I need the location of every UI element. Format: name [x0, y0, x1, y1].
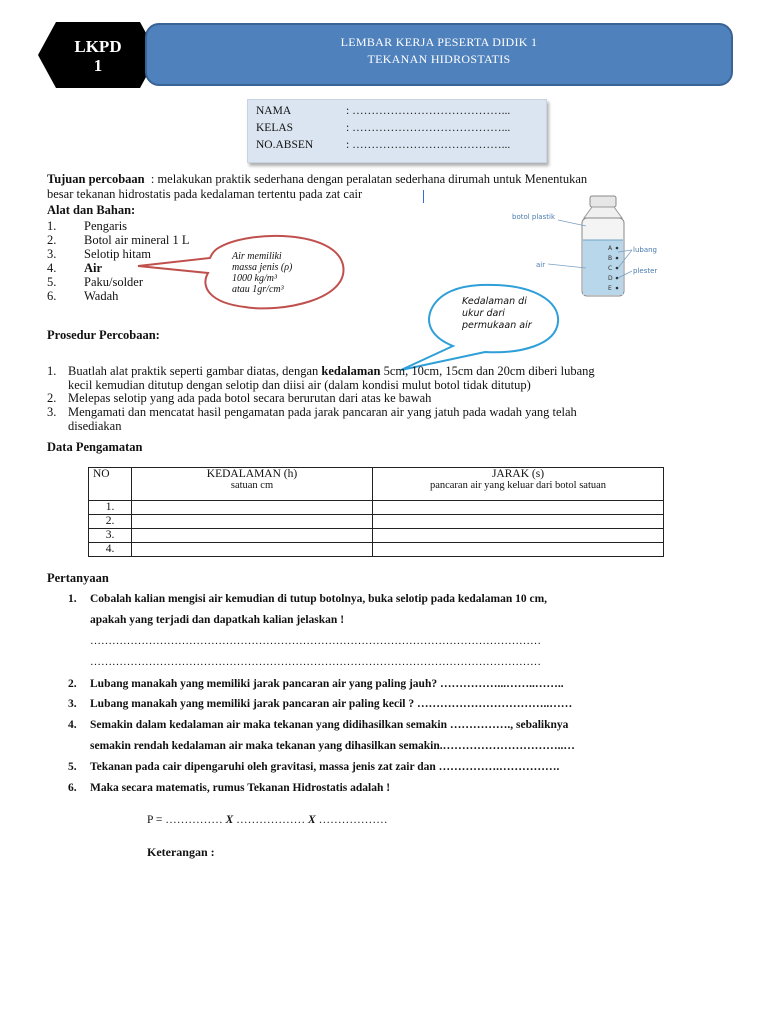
- prosedur-step: 2. Melepas selotip yang ada pada botol secara berurutan dari atas ke bawah: [47, 391, 432, 405]
- table-row: 3.: [89, 529, 664, 543]
- formula: P = …………… X ……………… X ………………: [147, 814, 388, 826]
- jarak-cell[interactable]: [373, 529, 664, 543]
- hole-letter: B: [608, 255, 613, 262]
- callout-air-l1: Air memiliki: [232, 251, 282, 262]
- col-jarak-title: JARAK (s): [491, 468, 545, 480]
- jarak-cell[interactable]: [373, 501, 664, 515]
- col-kedalaman-header: [132, 468, 373, 501]
- tujuan-line2: besar tekanan hidrostatis pada kedalaman tertentu pada zat cair: [47, 187, 363, 201]
- lkpd-badge-text: [58, 37, 138, 75]
- data-heading: Data Pengamatan: [47, 440, 143, 454]
- answer-line[interactable]: ……………………………………………………………………………………………………………: [90, 635, 541, 647]
- title-line2: TEKANAN HIDROSTATIS: [367, 52, 511, 66]
- table-header-row: [89, 468, 664, 501]
- identity-row-nama[interactable]: [256, 105, 510, 117]
- alat-heading: Alat dan Bahan:: [47, 203, 136, 217]
- identity-label: KELAS: [256, 122, 294, 134]
- callout-kedalaman-text: [462, 296, 532, 332]
- kedalaman-cell[interactable]: [132, 501, 373, 515]
- prosedur-step-cont: disediakan: [68, 419, 122, 433]
- callout-air-text: [232, 251, 292, 295]
- jarak-cell[interactable]: [373, 543, 664, 557]
- badge-line1: LKPD: [74, 37, 122, 56]
- hole-letter: E: [608, 285, 612, 292]
- identity-box: [247, 99, 547, 163]
- jarak-cell[interactable]: [373, 515, 664, 529]
- col-kedalaman-sub: satuan cm: [230, 480, 274, 491]
- identity-row-noabsen[interactable]: [256, 139, 510, 151]
- callout-air-l4: atau 1gr/cm³: [232, 284, 284, 295]
- callout-air-l3: 1000 kg/m³: [232, 273, 277, 284]
- kedalaman-cell[interactable]: [132, 529, 373, 543]
- callout-kedalaman-l1: Kedalaman di: [462, 296, 527, 307]
- figure-label-lubang: lubang: [633, 246, 657, 254]
- col-jarak-sub: pancaran air yang keluar dari botol satuan: [429, 480, 607, 491]
- table-row: 4.: [89, 543, 664, 557]
- hole-letter: A: [608, 245, 613, 252]
- keterangan-label: Keterangan :: [147, 845, 215, 859]
- callout-kedalaman-l3: permukaan air: [462, 320, 532, 331]
- kedalaman-cell[interactable]: [132, 543, 373, 557]
- callout-kedalaman-l2: ukur dari: [462, 308, 505, 319]
- prosedur-step-cont: kecil kemudian ditutup dengan selotip dan diisi air (dalam kondisi mulut botol tidak ditutup): [68, 378, 531, 392]
- identity-value: : …………………………………...: [346, 105, 511, 117]
- col-jarak-header: [373, 468, 664, 501]
- pertanyaan-heading: Pertanyaan: [47, 571, 109, 585]
- hole-letter: D: [608, 275, 613, 282]
- identity-row-kelas[interactable]: [256, 122, 510, 134]
- table-row: 2.: [89, 515, 664, 529]
- table-row: 1.: [89, 501, 664, 515]
- callout-air-l2: massa jenis (ρ): [232, 262, 293, 273]
- figure-label-air: air: [536, 261, 546, 269]
- tujuan-text1: : melakukan praktik sederhana dengan peralatan sederhana dirumah untuk Menentukan: [150, 172, 588, 186]
- identity-value: : …………………………………...: [346, 139, 511, 151]
- prosedur-heading: Prosedur Percobaan:: [47, 328, 160, 342]
- prosedur-step: 1. Buatlah alat praktik seperti gambar diatas, dengan kedalaman 5cm, 10cm, 15cm dan 20cm diberi lubang: [47, 364, 595, 378]
- kedalaman-cell[interactable]: [132, 515, 373, 529]
- text-cursor: [423, 190, 424, 203]
- col-kedalaman-title: KEDALAMAN (h): [206, 468, 298, 480]
- col-no-header: NO: [89, 468, 132, 501]
- figure-label-bottle: botol plastik: [512, 213, 555, 221]
- tujuan-label: Tujuan percobaan: [47, 172, 145, 186]
- answer-line[interactable]: ……………………………………………………………………………………………………………: [90, 656, 541, 668]
- identity-value: : …………………………………...: [346, 122, 511, 134]
- badge-line2: 1: [93, 56, 103, 75]
- prosedur-step: 3. Mengamati dan mencatat hasil pengamatan pada jarak pancaran air yang jatuh pada wadah yang telah: [47, 405, 577, 419]
- hole-letter: C: [608, 265, 613, 272]
- title-line1: LEMBAR KERJA PESERTA DIDIK 1: [340, 35, 538, 49]
- data-table: [88, 467, 664, 557]
- figure-label-plester: plester: [633, 267, 658, 275]
- tujuan-line1: [47, 173, 727, 186]
- identity-label: NO.ABSEN: [256, 139, 314, 151]
- identity-label: NAMA: [256, 105, 292, 117]
